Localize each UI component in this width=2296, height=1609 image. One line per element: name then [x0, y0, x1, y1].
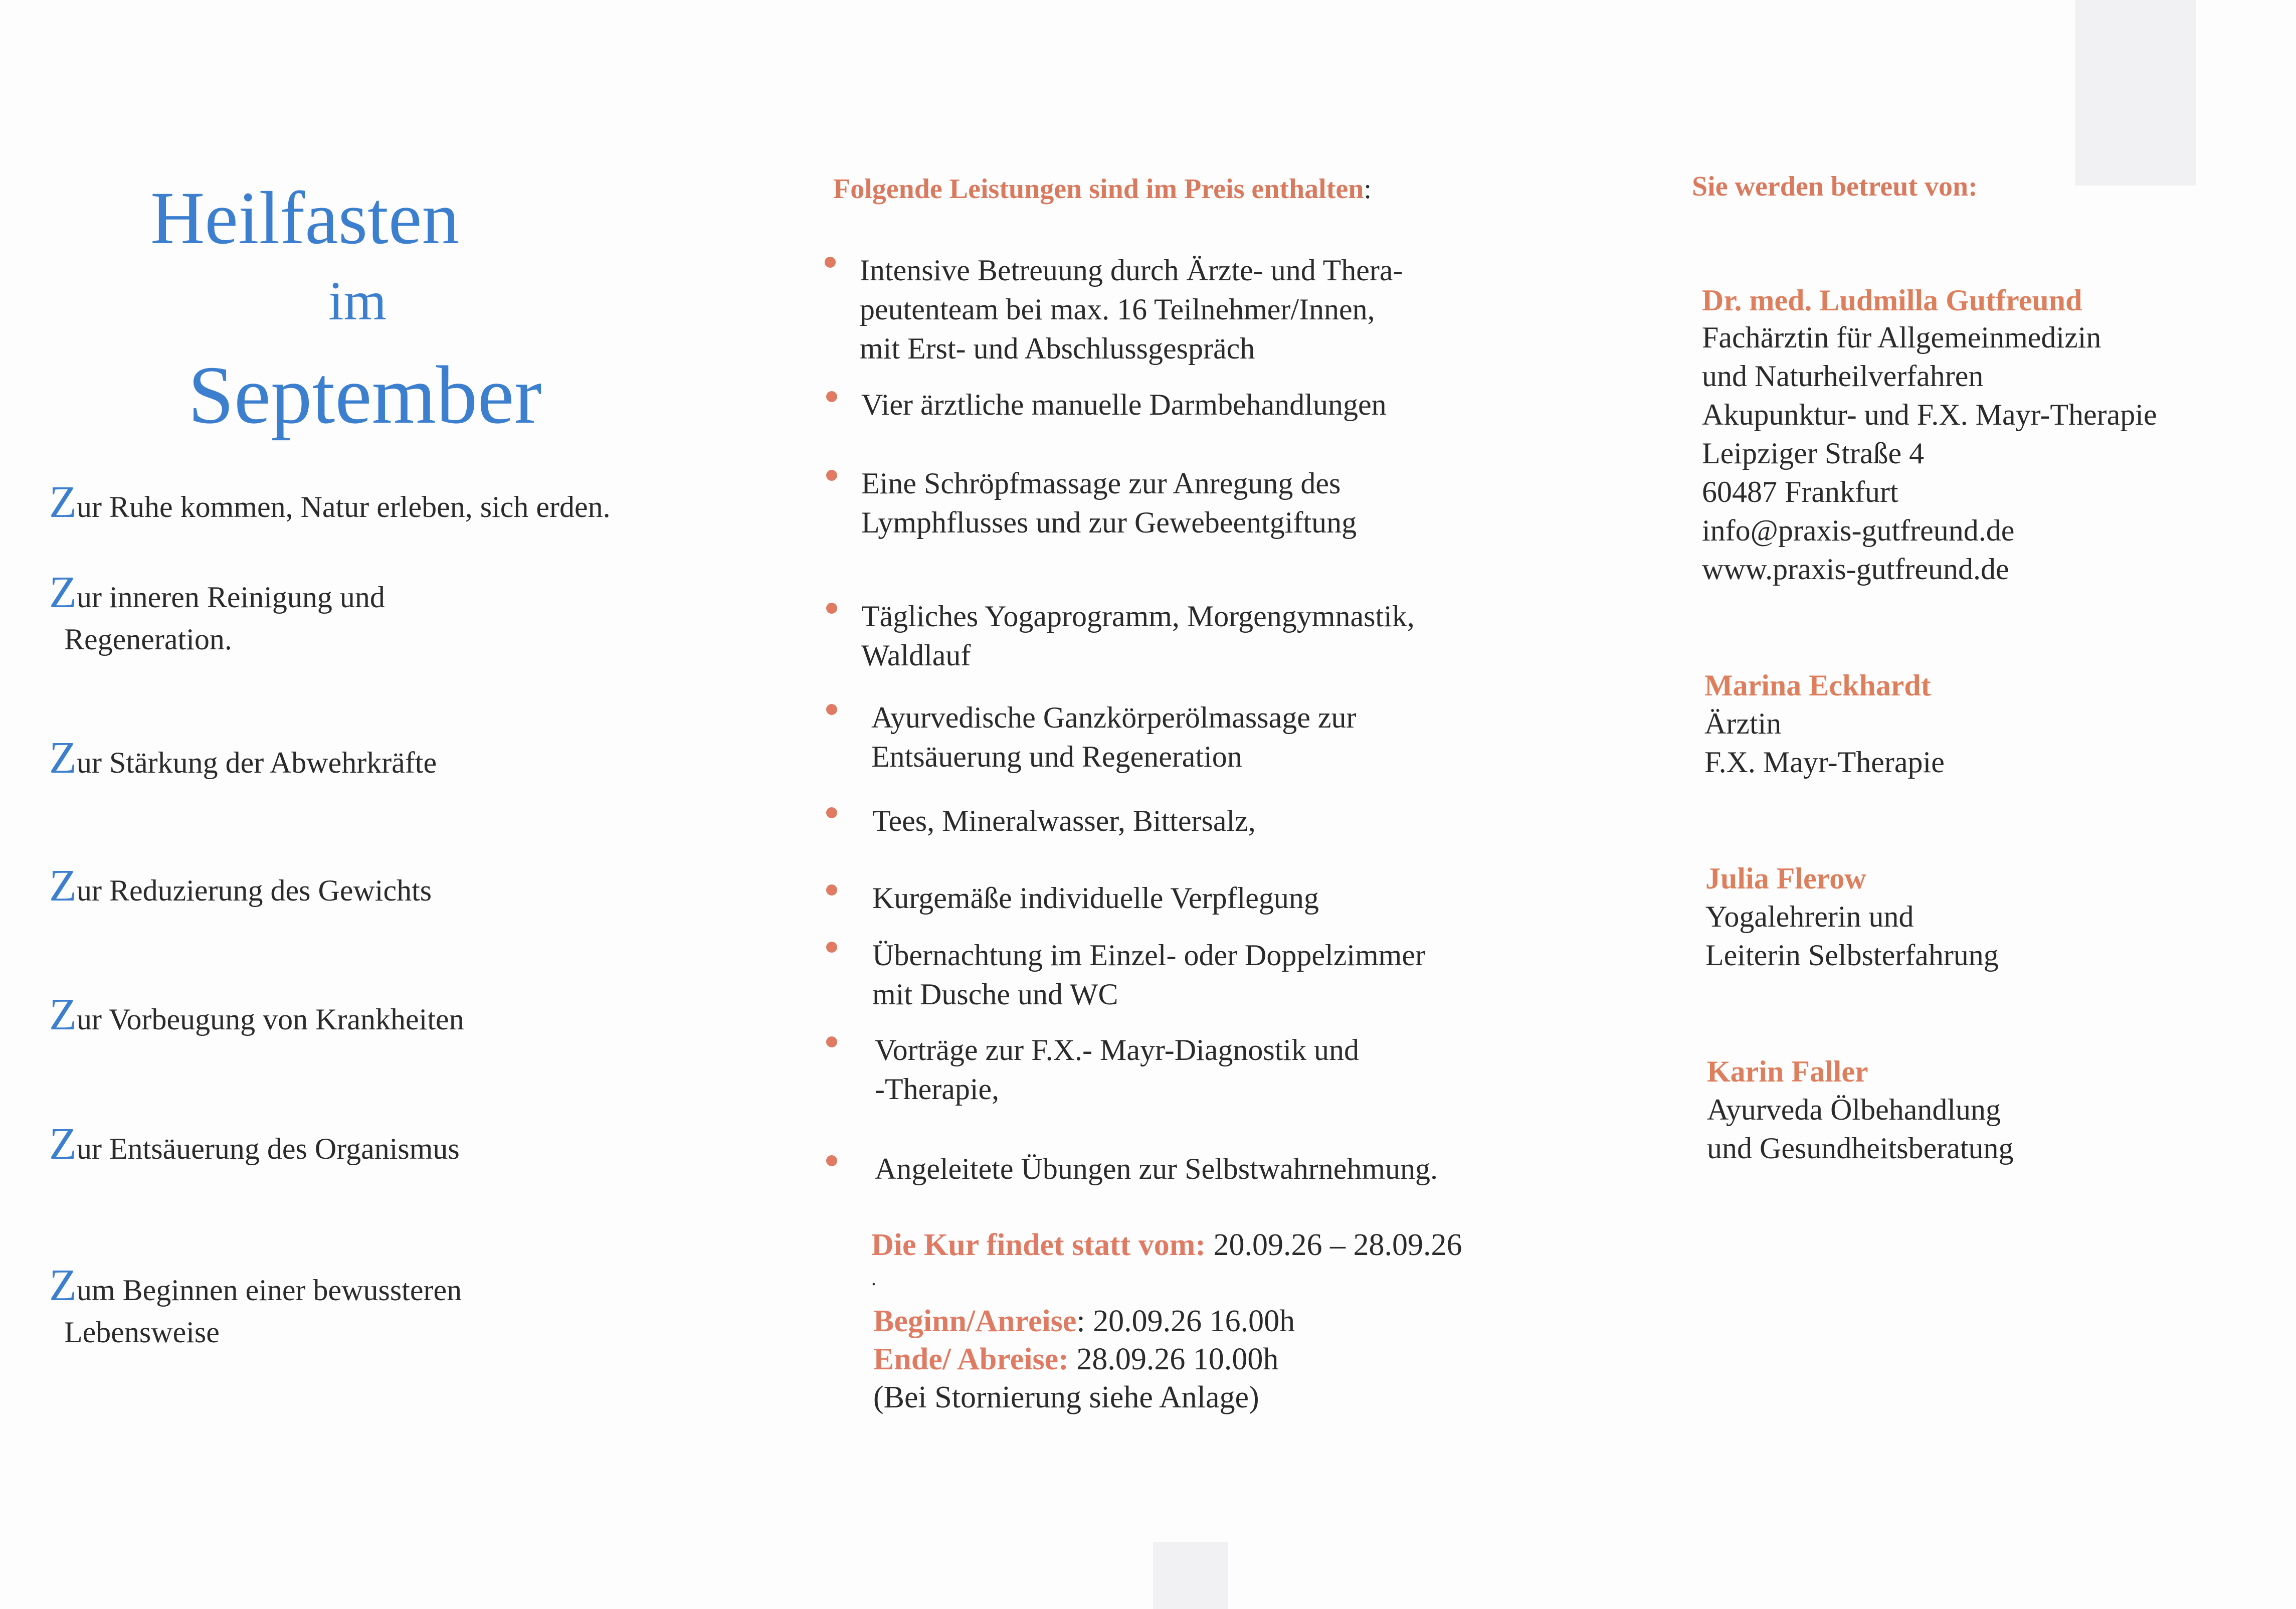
service-text: mit Erst- und Abschlussgespräch — [860, 332, 1255, 365]
service-item — [861, 464, 1357, 542]
cancellation-note: (Bei Stornierung siehe Anlage) — [873, 1380, 1259, 1414]
staff-detail-line: Leipziger Straße 4 — [1702, 437, 1925, 470]
staff-detail-line: Fachärztin für Allgemeinmedizin — [1702, 321, 2101, 354]
service-text: Vier ärztliche manuelle Darmbehandlungen — [861, 388, 1387, 421]
staff-details — [1702, 318, 2157, 589]
staff-name: Julia Flerow — [1705, 862, 1866, 895]
service-text: peutenteam bei max. 16 Teilnehmer/Innen, — [860, 293, 1375, 326]
staff-name: Marina Eckhardt — [1704, 669, 1931, 702]
goal-initial: Z — [49, 1261, 77, 1310]
course-dates-label: Die Kur findet statt vom: — [871, 1228, 1206, 1262]
bullet-icon — [826, 603, 837, 614]
course-end — [873, 1340, 1278, 1378]
service-text: Waldlauf — [861, 639, 971, 672]
services-heading-text: Folgende Leistungen sind im Preis enthalten — [833, 173, 1364, 205]
title-september: September — [188, 349, 542, 441]
goal-item — [49, 990, 464, 1040]
course-end-label: Ende/ Abreise: — [873, 1342, 1069, 1376]
services-heading-colon: : — [1364, 173, 1372, 205]
goal-text: ur Reduzierung des Gewichts — [76, 874, 432, 907]
title-heilfasten: Heilfasten — [150, 176, 460, 260]
bullet-icon — [826, 1155, 837, 1166]
service-text: Eine Schröpfmassage zur Anregung des — [861, 467, 1341, 500]
course-start-value: : 20.09.26 16.00h — [1076, 1304, 1295, 1338]
service-text: Angeleitete Übungen zur Selbstwahrnehmung. — [875, 1152, 1438, 1185]
staff-detail-line: Yogalehrerin und — [1705, 900, 1914, 933]
goal-initial: Z — [49, 1119, 77, 1169]
staff-details — [1707, 1091, 2014, 1168]
goal-initial: Z — [49, 568, 77, 617]
bullet-icon — [826, 470, 837, 481]
staff-heading: Sie werden betreut von: — [1692, 171, 1978, 202]
service-text: Ayurvedische Ganzkörperölmassage zur — [871, 701, 1357, 734]
staff-detail-line: und Naturheilverfahren — [1702, 360, 1984, 393]
service-item — [860, 251, 1403, 368]
goal-item — [49, 861, 432, 912]
service-text: Kurgemäße individuelle Verpflegung — [872, 881, 1319, 915]
service-item — [875, 1149, 1438, 1188]
service-text: Vorträge zur F.X.- Mayr-Diagnostik und — [875, 1033, 1360, 1066]
bullet-icon — [826, 884, 837, 896]
staff-details — [1704, 704, 1945, 782]
goal-text-continued: Regeneration. — [64, 623, 232, 656]
goal-item — [49, 477, 611, 528]
bullet-icon — [826, 704, 837, 715]
course-start-label: Beginn/Anreise — [873, 1304, 1077, 1338]
service-text: mit Dusche und WC — [872, 978, 1118, 1011]
course-dates — [871, 1226, 1462, 1264]
service-text: Tägliches Yogaprogramm, Morgengymnastik, — [861, 600, 1415, 633]
staff-email: info@praxis-gutfreund.de — [1702, 514, 2015, 547]
service-item — [872, 878, 1319, 918]
scan-artifact — [1153, 1542, 1228, 1609]
scan-artifact — [2075, 0, 2196, 186]
service-item — [871, 698, 1356, 776]
goal-text: ur Stärkung der Abwehrkräfte — [76, 746, 437, 779]
goal-item — [49, 733, 437, 784]
staff-detail-line: Leiterin Selbsterfahrung — [1705, 939, 1999, 972]
service-item — [872, 801, 1256, 840]
goal-item — [49, 568, 385, 660]
goal-initial: Z — [49, 861, 77, 911]
service-text: Intensive Betreuung durch Ärzte- und Thera- — [860, 254, 1403, 287]
service-text: Lymphflusses und zur Gewebeentgiftung — [861, 506, 1357, 539]
staff-name: Karin Faller — [1707, 1055, 1868, 1088]
bullet-icon — [825, 257, 836, 268]
bullet-icon — [826, 942, 837, 953]
stray-dot: . — [871, 1267, 876, 1290]
staff-detail-line: und Gesundheitsberatung — [1707, 1132, 2014, 1165]
staff-detail-line: Akupunktur- und F.X. Mayr-Therapie — [1702, 398, 2157, 431]
goal-initial: Z — [49, 733, 77, 783]
staff-website: www.praxis-gutfreund.de — [1702, 553, 2009, 586]
goal-text-continued: Lebensweise — [64, 1316, 220, 1349]
goal-item — [49, 1261, 462, 1353]
goal-text: ur inneren Reinigung und — [76, 581, 385, 614]
bullet-icon — [826, 1036, 837, 1047]
service-item — [861, 597, 1415, 675]
course-start — [873, 1302, 1295, 1340]
course-end-value: 28.09.26 10.00h — [1068, 1342, 1279, 1376]
goal-text: ur Entsäuerung des Organismus — [76, 1132, 460, 1165]
course-dates-value: 20.09.26 – 28.09.26 — [1205, 1228, 1462, 1262]
goal-text: ur Vorbeugung von Krankheiten — [76, 1003, 464, 1036]
service-item — [861, 385, 1387, 424]
service-item — [875, 1030, 1359, 1109]
staff-name: Dr. med. Ludmilla Gutfreund — [1702, 284, 2082, 317]
service-text: Entsäuerung und Regeneration — [871, 740, 1242, 773]
staff-detail-line: F.X. Mayr-Therapie — [1704, 746, 1945, 779]
title-im: im — [328, 270, 387, 331]
staff-details — [1705, 898, 1999, 975]
service-text: Übernachtung im Einzel- oder Doppelzimmer — [872, 939, 1425, 972]
staff-detail-line: 60487 Frankfurt — [1702, 475, 1898, 508]
service-item — [872, 936, 1425, 1014]
bullet-icon — [826, 807, 837, 818]
service-text: -Therapie, — [875, 1072, 1000, 1106]
staff-detail-line: Ayurveda Ölbehandlung — [1707, 1093, 2001, 1126]
goal-item — [49, 1119, 460, 1170]
staff-detail-line: Ärztin — [1704, 707, 1782, 740]
service-text: Tees, Mineralwasser, Bittersalz, — [872, 804, 1256, 837]
goal-text: um Beginnen einer bewussteren — [76, 1274, 462, 1307]
services-heading — [833, 173, 1372, 205]
bullet-icon — [826, 391, 837, 402]
goal-initial: Z — [49, 477, 77, 527]
goal-initial: Z — [49, 990, 77, 1039]
goal-text: ur Ruhe kommen, Natur erleben, sich erden. — [76, 490, 611, 523]
